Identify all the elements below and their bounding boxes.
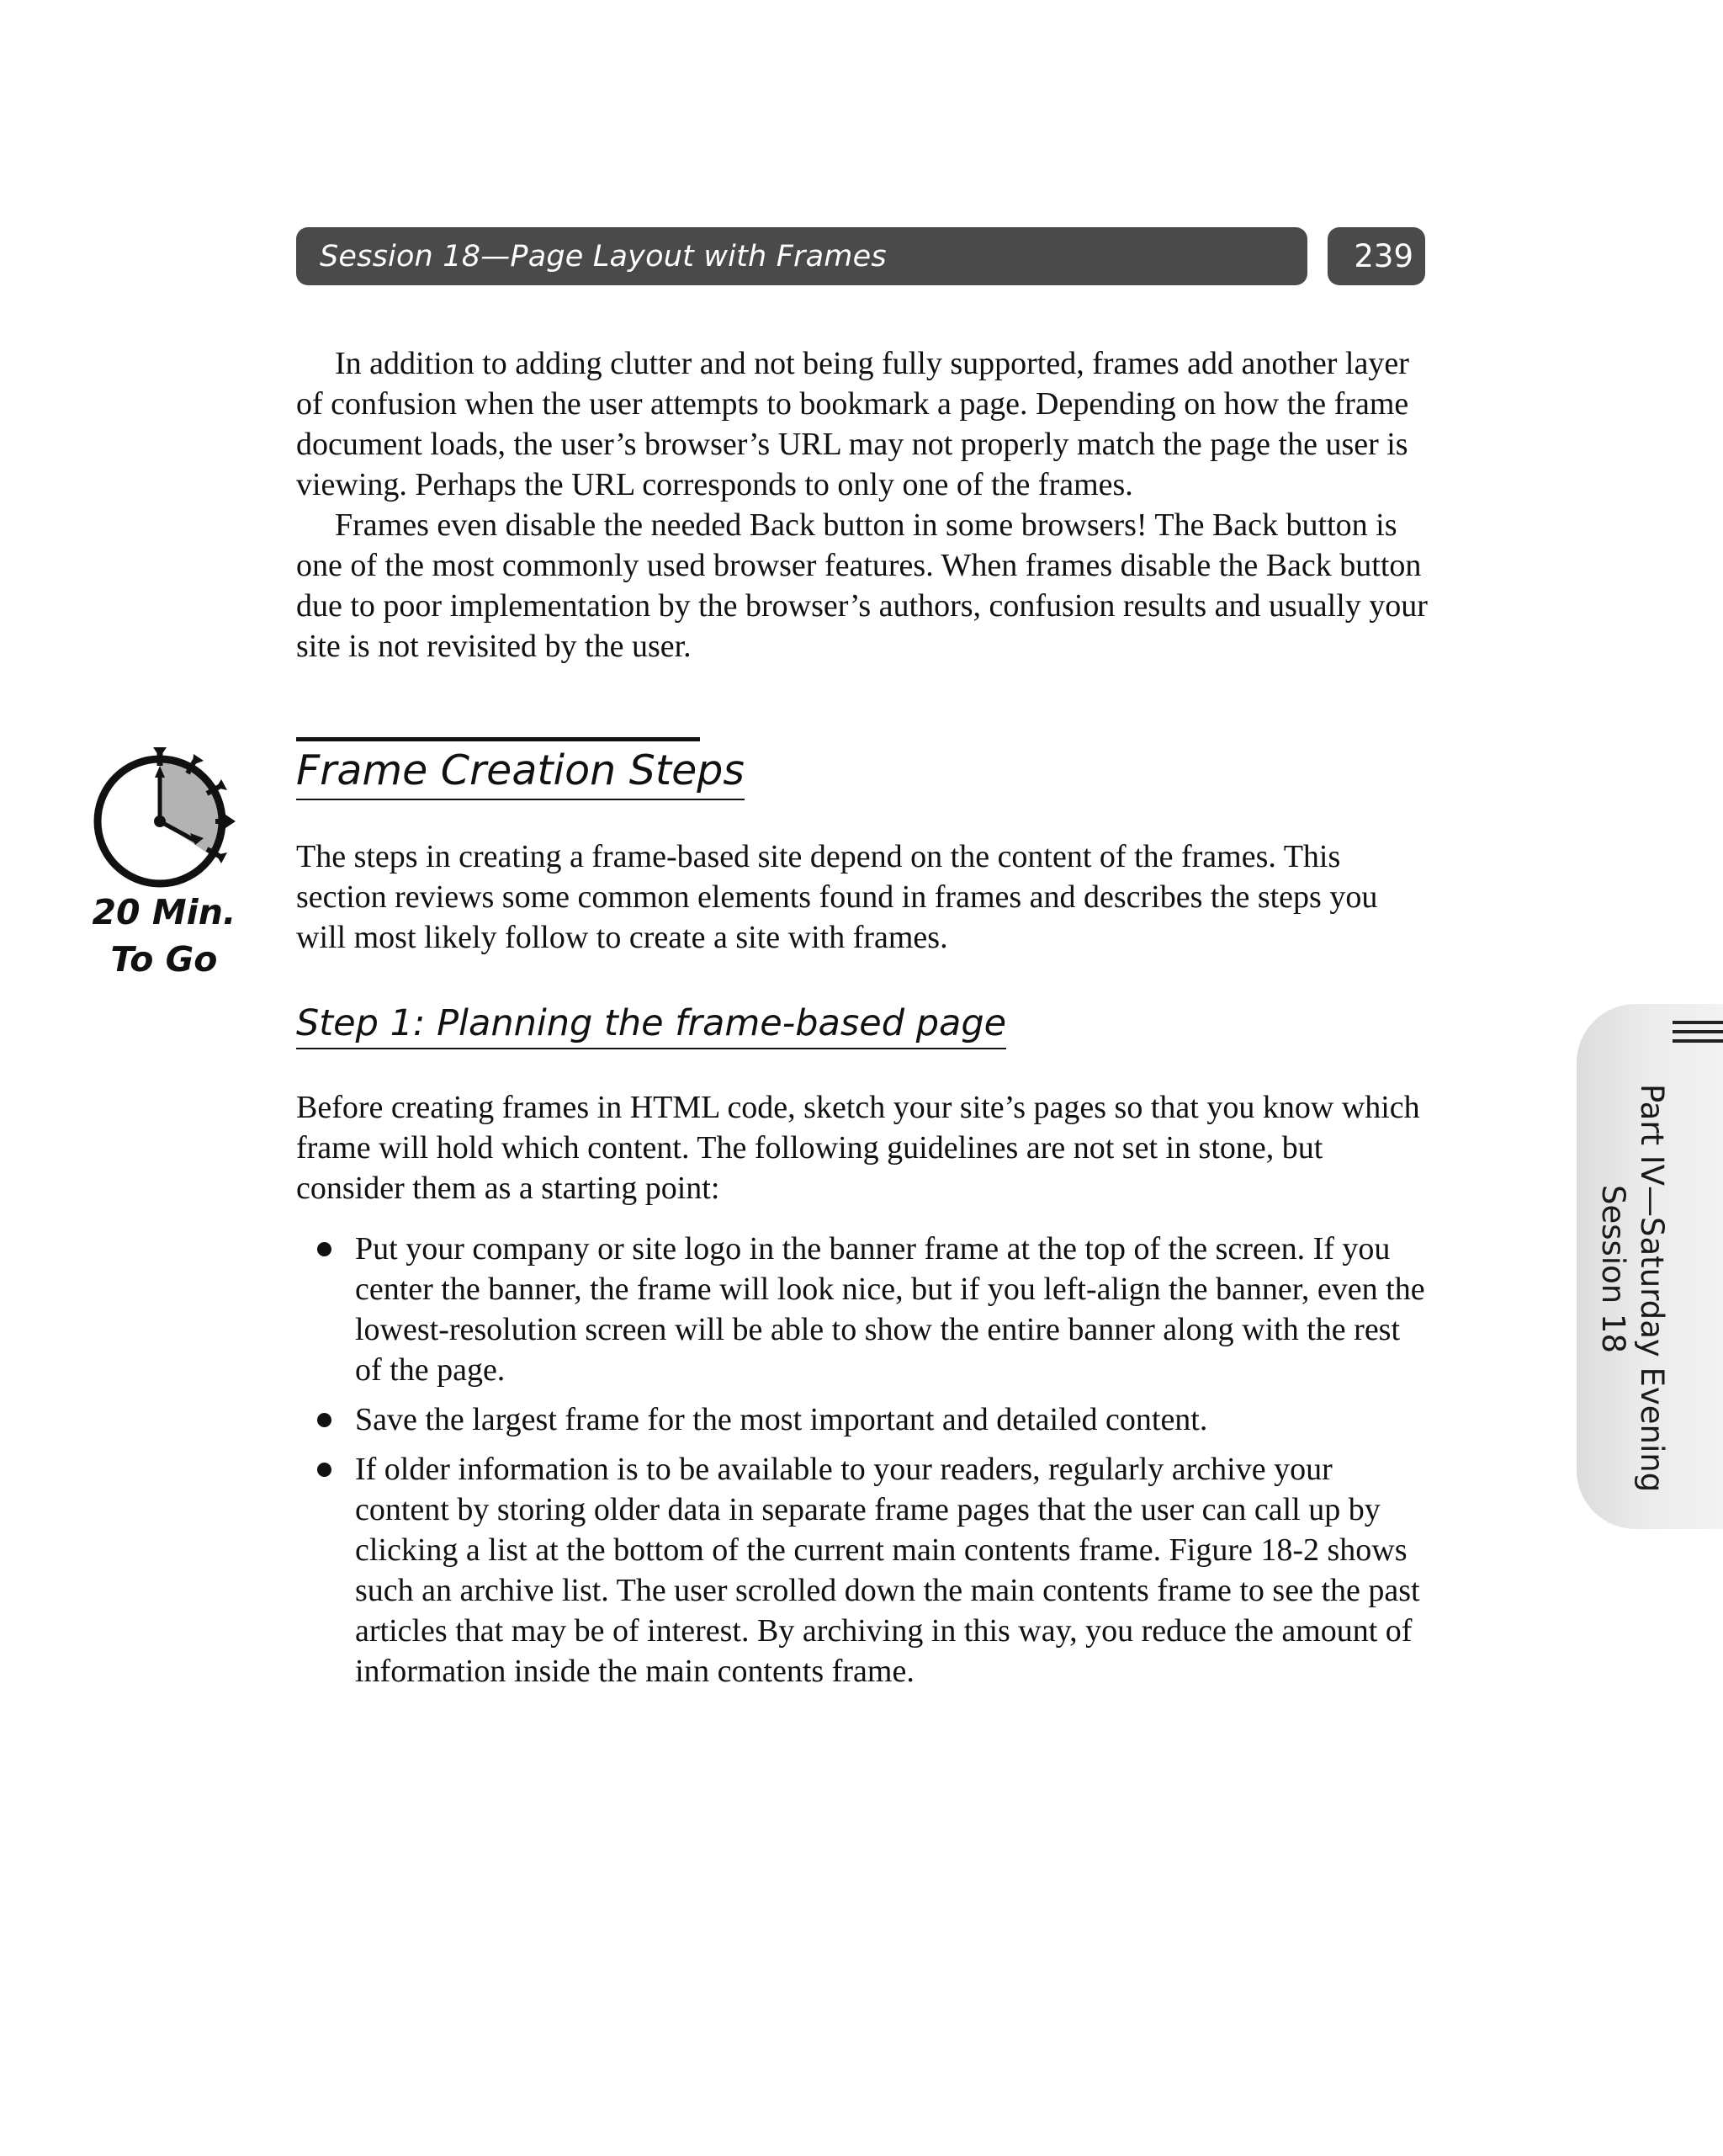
- time-remaining-caption: To Go: [110, 939, 218, 980]
- intro-paragraph-1: In addition to adding clutter and not being fully supported, frames add another layer of confusion when the user attempts to bookmark a page. Depending on how the frame document loads, the user’s browser’s URL may not properly match the page the user is viewing. Perhaps the URL corresponds to only one of the frames.: [296, 346, 1409, 502]
- time-remaining-label: [84, 889, 244, 983]
- time-remaining-minutes: 20 Min.: [92, 892, 236, 932]
- list-item: [296, 1449, 1428, 1691]
- section-heading-rule: [296, 737, 700, 741]
- list-item: [296, 1229, 1428, 1390]
- thumb-tab-lines-icon: [1673, 1021, 1723, 1049]
- list-item-text: If older information is to be available to your readers, regularly archive your content by storing older data in separate frame pages that the user can call up by clicking a list at the bottom of the current main contents frame. Figure 18-2 shows such an archive list. The user scrolled down the main contents frame to see the past articles that may be of interest. By archiving in this way, you reduce the amount of information inside the main contents frame.: [355, 1452, 1420, 1689]
- running-header: [296, 227, 1307, 285]
- section-heading: Frame Creation Steps: [296, 745, 745, 800]
- step-1-intro-paragraph: Before creating frames in HTML code, sketch your site’s pages so that you know which frame will hold which content. The following guidelines are not set in stone, but consider them as a starting point:: [296, 1090, 1420, 1206]
- bullet-icon: [317, 1242, 331, 1256]
- side-tab-session: Session 18: [1595, 1184, 1631, 1353]
- intro-paragraph-2: Frames even disable the needed Back button in some browsers! The Back button is one of the most commonly used browser features. When frames disable the Back button due to poor implementation by the browser’s authors, confusion results and usually your site is not revisited by the user.: [296, 507, 1428, 664]
- list-item: [296, 1399, 1428, 1440]
- bullet-icon: [317, 1463, 331, 1477]
- list-item-text: Save the largest frame for the most important and detailed content.: [355, 1402, 1208, 1437]
- section-intro-paragraph: The steps in creating a frame-based site depend on the content of the frames. This section reviews some common elements found in frames and describes the steps you will most likely follow to create a site with frames.: [296, 839, 1378, 955]
- side-tab-label: [1587, 1084, 1671, 1493]
- side-tab-part: Part IV—Saturday Evening: [1634, 1084, 1670, 1493]
- page-number: 239: [1354, 238, 1413, 274]
- step-1-heading: Step 1: Planning the frame-based page: [296, 1001, 1006, 1049]
- list-item-text: Put your company or site logo in the banner frame at the top of the screen. If you center the banner, the frame will look nice, but if you left-align the banner, even the lowest-resolution screen will be able to show the entire banner along with the rest of the page.: [355, 1231, 1425, 1388]
- guidelines-list: [296, 1229, 1428, 1701]
- bullet-icon: [317, 1413, 331, 1427]
- clock-icon: [91, 737, 242, 889]
- page-number-box: [1328, 227, 1425, 285]
- running-header-title: Session 18—Page Layout with Frames: [320, 239, 887, 273]
